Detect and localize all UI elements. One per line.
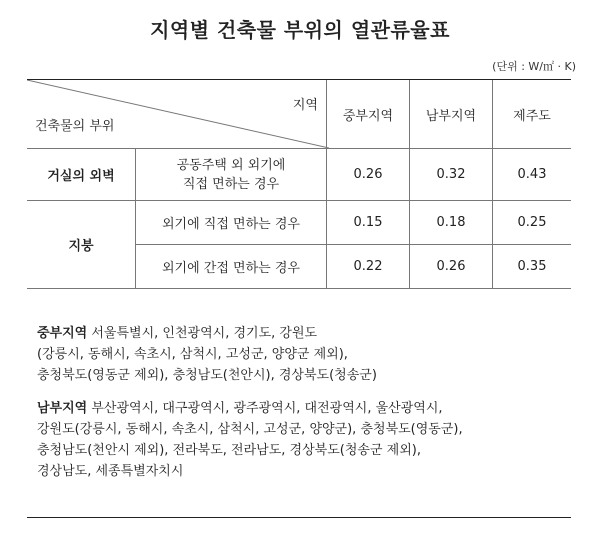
column-header-south: 남부지역 bbox=[410, 80, 493, 149]
condition-cell bbox=[136, 149, 327, 201]
south-region-text: 경상남도, 세종특별자치시 bbox=[37, 464, 184, 479]
condition-line: 직접 면하는 경우 bbox=[182, 176, 280, 192]
south-region-label: 남부지역 bbox=[37, 401, 88, 416]
condition-cell: 외기에 직접 면하는 경우 bbox=[136, 201, 327, 245]
value-cell: 0.26 bbox=[327, 149, 410, 201]
value-cell: 0.35 bbox=[493, 245, 572, 289]
south-region-text: 충청남도(천안시 제외), 전라북도, 전라남도, 경상북도(청송군 제외), bbox=[37, 443, 421, 458]
header-region-label: 지역 bbox=[292, 98, 318, 113]
page-title: 지역별 건축물 부위의 열관류율표 bbox=[150, 18, 450, 42]
value-cell: 0.26 bbox=[410, 245, 493, 289]
value-cell: 0.25 bbox=[493, 201, 572, 245]
table-header-row bbox=[27, 80, 571, 149]
value-cell: 0.15 bbox=[327, 201, 410, 245]
document-frame bbox=[27, 79, 571, 518]
condition-line: 공동주택 외 외기에 bbox=[176, 157, 286, 173]
diagonal-header-cell bbox=[27, 80, 327, 149]
value-cell: 0.32 bbox=[410, 149, 493, 201]
header-part-label: 건축물의 부위 bbox=[35, 119, 115, 134]
central-region-text: 서울특별시, 인천광역시, 경기도, 강원도 bbox=[91, 326, 318, 341]
central-region-text: (강릉시, 동해시, 속초시, 삼척시, 고성군, 양양군 제외), bbox=[37, 347, 348, 362]
south-region-text: 부산광역시, 대구광역시, 광주광역시, 대전광역시, 울산광역시, bbox=[91, 401, 443, 416]
group-label-wall: 거실의 외벽 bbox=[27, 149, 136, 201]
column-header-central: 중부지역 bbox=[327, 80, 410, 149]
value-cell: 0.18 bbox=[410, 201, 493, 245]
south-region-text: 강원도(강릉시, 동해시, 속초시, 삼척시, 고성군, 양양군), 충청북도(영동군), bbox=[37, 422, 463, 437]
south-region-note bbox=[37, 398, 567, 482]
region-notes bbox=[37, 323, 567, 494]
central-region-text: 충청북도(영동군 제외), 충청남도(천안시), 경상북도(청송군) bbox=[37, 368, 377, 383]
central-region-note bbox=[37, 323, 567, 386]
condition-cell: 외기에 간접 면하는 경우 bbox=[136, 245, 327, 289]
diagonal-line bbox=[27, 80, 329, 148]
table-row bbox=[27, 201, 571, 245]
value-cell: 0.43 bbox=[493, 149, 572, 201]
unit-label: (단위 : W/㎡ · K) bbox=[492, 60, 576, 73]
value-cell: 0.22 bbox=[327, 245, 410, 289]
column-header-jeju: 제주도 bbox=[493, 80, 572, 149]
group-label-roof: 지붕 bbox=[27, 201, 136, 289]
table-row bbox=[27, 149, 571, 201]
central-region-label: 중부지역 bbox=[37, 326, 88, 341]
heat-transmittance-table bbox=[27, 80, 571, 289]
